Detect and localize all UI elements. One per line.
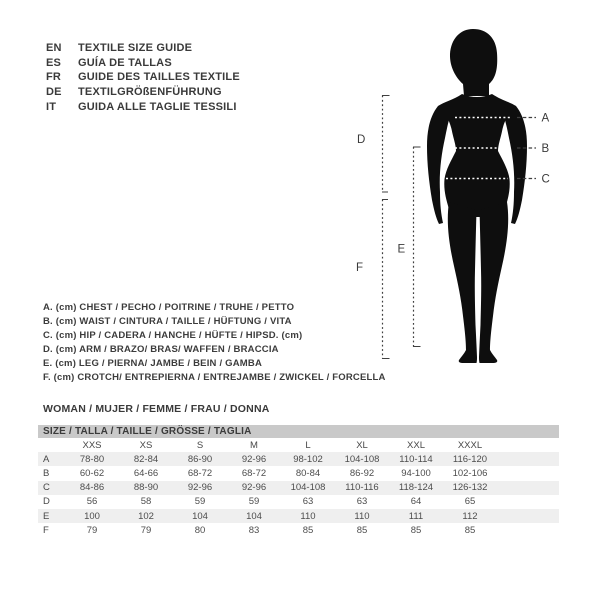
row-label-cell: E bbox=[43, 510, 50, 522]
value-cell: 110-114 bbox=[399, 453, 433, 465]
value-cell: 68-72 bbox=[241, 467, 267, 479]
value-cell: 79 bbox=[86, 524, 98, 536]
value-cell: 102-106 bbox=[452, 467, 488, 479]
size-header-cell: L bbox=[305, 439, 311, 451]
value-cell: 98-102 bbox=[293, 453, 323, 465]
value-cell: 79 bbox=[140, 524, 152, 536]
value-cell: 85 bbox=[464, 524, 476, 536]
size-header-cell: XS bbox=[139, 439, 153, 451]
row-label-cell: D bbox=[43, 496, 50, 508]
value-cell: 86-90 bbox=[187, 453, 213, 465]
value-cell: 110 bbox=[300, 510, 316, 522]
value-cell: 58 bbox=[140, 496, 152, 508]
size-header-cell: XXS bbox=[82, 439, 102, 451]
table-header-bar: SIZE / TALLA / TAILLE / GRÖSSE / TAGLIA bbox=[38, 425, 559, 438]
table-row bbox=[38, 495, 559, 509]
value-cell: 85 bbox=[302, 524, 314, 536]
language-row-it bbox=[46, 99, 240, 114]
value-cell: 59 bbox=[194, 496, 206, 508]
measurement-legend bbox=[43, 301, 386, 385]
value-cell: 110 bbox=[354, 510, 370, 522]
value-cell: 112 bbox=[462, 510, 478, 522]
measurement-figure bbox=[350, 20, 600, 380]
language-label: GUÍA DE TALLAS bbox=[78, 56, 172, 69]
value-cell: 104 bbox=[246, 510, 262, 522]
value-cell: 94-100 bbox=[401, 467, 431, 479]
language-list bbox=[46, 41, 240, 114]
legend-line-e: E. (cm) LEG / PIERNA/ JAMBE / BEIN / GAMBA bbox=[43, 358, 263, 369]
value-cell: 68-72 bbox=[187, 467, 213, 479]
value-cell: 63 bbox=[302, 496, 314, 508]
marker-label-b: B bbox=[541, 143, 550, 155]
language-label: TEXTILE SIZE GUIDE bbox=[78, 42, 193, 55]
table-row bbox=[38, 466, 559, 480]
size-header-cell: XL bbox=[356, 439, 368, 451]
table-row bbox=[38, 509, 559, 523]
size-table bbox=[38, 425, 559, 537]
value-cell: 118-124 bbox=[398, 482, 434, 494]
value-cell: 104-108 bbox=[290, 482, 326, 494]
value-cell: 100 bbox=[84, 510, 100, 522]
value-cell: 111 bbox=[408, 510, 424, 522]
size-header-cell: M bbox=[250, 439, 258, 451]
table-row bbox=[38, 452, 559, 466]
value-cell: 56 bbox=[86, 496, 98, 508]
language-row-de bbox=[46, 85, 240, 100]
marker-label-e: E bbox=[397, 243, 406, 256]
marker-label-a: A bbox=[541, 112, 550, 125]
woman-silhouette bbox=[427, 29, 527, 363]
woman-silhouette-svg bbox=[350, 20, 600, 380]
row-label-cell: C bbox=[43, 482, 50, 494]
value-cell: 65 bbox=[464, 496, 476, 508]
value-cell: 59 bbox=[248, 496, 260, 508]
language-label: GUIDA ALLE TAGLIE TESSILI bbox=[78, 100, 237, 113]
row-label-cell: A bbox=[43, 453, 50, 465]
row-label-cell: B bbox=[43, 467, 50, 479]
language-label: GUIDE DES TAILLES TEXTILE bbox=[78, 71, 240, 84]
value-cell: 82-84 bbox=[133, 453, 159, 465]
table-row bbox=[38, 523, 559, 537]
language-code: ES bbox=[46, 56, 62, 69]
marker-label-d: D bbox=[357, 134, 366, 146]
value-cell: 126-132 bbox=[452, 482, 488, 494]
language-code: EN bbox=[46, 42, 62, 55]
language-row-en bbox=[46, 41, 240, 56]
value-cell: 92-96 bbox=[241, 453, 267, 465]
language-row-fr bbox=[46, 70, 240, 85]
value-cell: 104 bbox=[192, 510, 208, 522]
value-cell: 110-116 bbox=[345, 482, 379, 494]
legend-line-a: A. (cm) CHEST / PECHO / POITRINE / TRUHE / PETTO bbox=[43, 302, 295, 313]
legend-line-f: F. (cm) CROTCH/ ENTREPIERNA / ENTREJAMBE / ZWICKEL / FORCELLA bbox=[43, 372, 386, 383]
marker-label-f: F bbox=[356, 262, 364, 274]
value-cell: 116-120 bbox=[452, 453, 488, 465]
value-cell: 64 bbox=[410, 496, 422, 508]
language-row-es bbox=[46, 56, 240, 71]
value-cell: 78-80 bbox=[79, 453, 105, 465]
size-header-cell: XXL bbox=[407, 439, 425, 451]
value-cell: 86-92 bbox=[349, 467, 375, 479]
value-cell: 102 bbox=[138, 510, 154, 522]
table-row bbox=[38, 481, 559, 495]
value-cell: 63 bbox=[356, 496, 368, 508]
value-cell: 84-86 bbox=[79, 482, 105, 494]
value-cell: 60-62 bbox=[79, 467, 105, 479]
value-cell: 92-96 bbox=[187, 482, 213, 494]
measurement-lines-vertical bbox=[382, 96, 421, 359]
value-cell: 80 bbox=[194, 524, 206, 536]
value-cell: 83 bbox=[248, 524, 260, 536]
value-cell: 64-66 bbox=[133, 467, 159, 479]
marker-label-c: C bbox=[541, 173, 550, 186]
legend-line-d: D. (cm) ARM / BRAZO/ BRAS/ WAFFEN / BRACCIA bbox=[43, 344, 279, 355]
language-code: DE bbox=[46, 86, 62, 99]
value-cell: 88-90 bbox=[133, 482, 159, 494]
value-cell: 85 bbox=[356, 524, 368, 536]
language-code: IT bbox=[46, 100, 57, 113]
legend-line-b: B. (cm) WAIST / CINTURA / TAILLE / HÜFTUNG / VITA bbox=[43, 316, 292, 327]
size-header-cell: XXXL bbox=[457, 439, 483, 451]
row-label-cell: F bbox=[43, 524, 49, 536]
size-header-cell: S bbox=[196, 439, 204, 451]
value-cell: 85 bbox=[410, 524, 422, 536]
audience-title: WOMAN / MUJER / FEMME / FRAU / DONNA bbox=[43, 403, 270, 415]
value-cell: 104-108 bbox=[344, 453, 380, 465]
value-cell: 80-84 bbox=[295, 467, 321, 479]
language-code: FR bbox=[46, 71, 62, 84]
legend-line-c: C. (cm) HIP / CADERA / HANCHE / HÜFTE / HIPSD. (cm) bbox=[43, 330, 303, 341]
value-cell: 92-96 bbox=[241, 482, 267, 494]
size-header-row bbox=[38, 438, 559, 452]
language-label: TEXTILGRÖßENFÜHRUNG bbox=[78, 86, 222, 99]
